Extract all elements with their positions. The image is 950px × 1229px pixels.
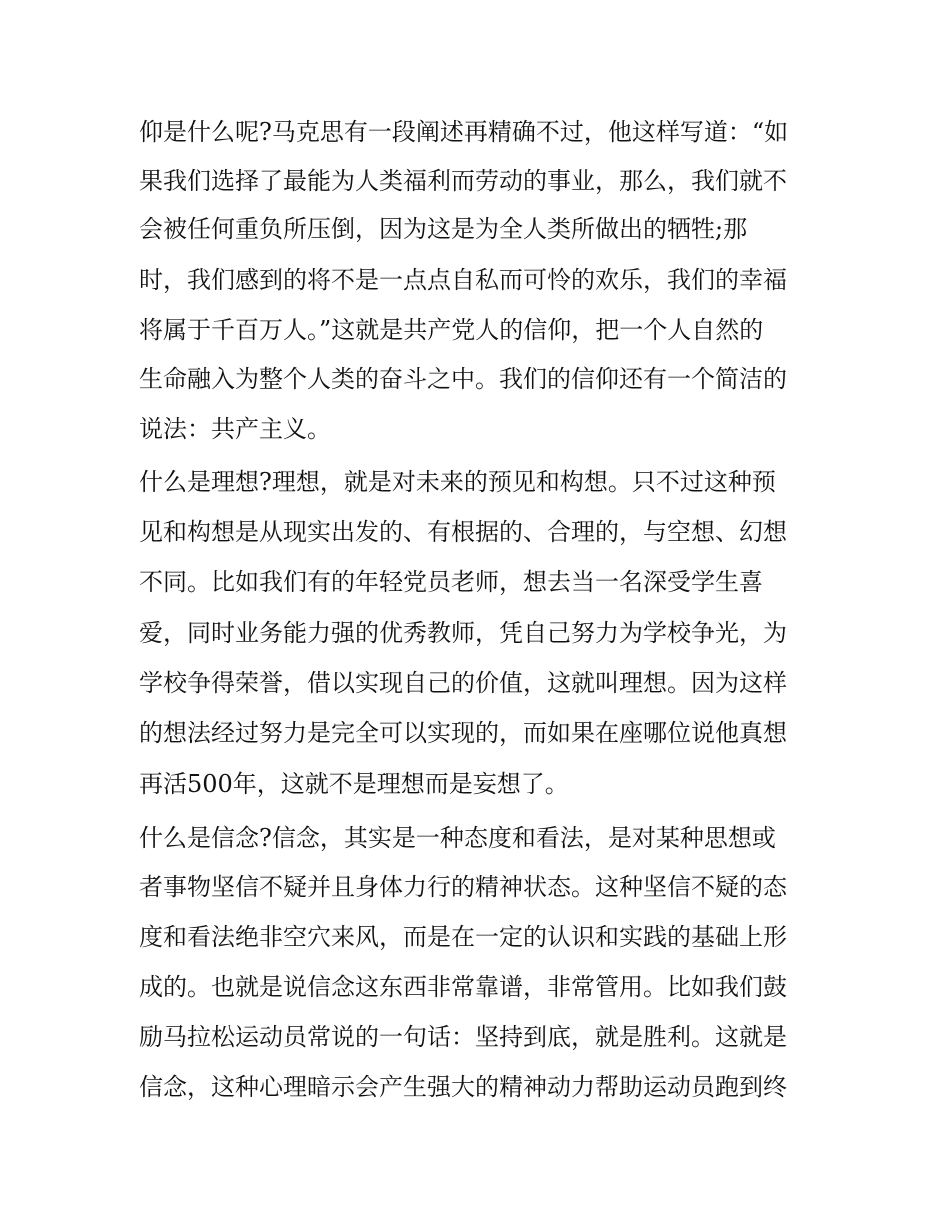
- text-line-10: 不同。比如我们有的年轻党员老师，想去当一名深受学生喜: [139, 568, 763, 596]
- text-line-20: 信念，这种心理暗示会产生强大的精神动力帮助运动员跑到终: [139, 1073, 787, 1101]
- text-line-3: 会被任何重负所压倒，因为这是为全人类所做出的牺牲;那: [139, 215, 748, 243]
- text-line-7: 说法：共产主义。: [139, 415, 331, 443]
- text-line-8: 什么是理想?理想，就是对未来的预见和构想。只不过这种预: [139, 468, 776, 496]
- text-line-6: 生命融入为整个人类的奋斗之中。我们的信仰还有一个简洁的: [139, 365, 787, 393]
- text-line-2: 果我们选择了最能为人类福利而劳动的事业，那么，我们就不: [139, 167, 787, 195]
- text-line-15: 什么是信念?信念，其实是一种态度和看法，是对某种思想或: [139, 824, 776, 852]
- text-line-9: 见和构想是从现实出发的、有根据的、合理的，与空想、幻想: [139, 518, 787, 546]
- text-line-17: 度和看法绝非空穴来风，而是在一定的认识和实践的基础上形: [139, 923, 787, 951]
- text-line-12: 学校争得荣誉，借以实现自己的价值，这就叫理想。因为这样: [139, 669, 787, 697]
- text-line-4: 时，我们感到的将不是一点点自私而可怜的欢乐，我们的幸福: [139, 266, 787, 294]
- text-line-19: 励马拉松运动员常说的一句话：坚持到底，就是胜利。这就是: [139, 1023, 787, 1051]
- text-line-5: 将属于千百万人。”这就是共产党人的信仰，把一个人自然的: [139, 316, 764, 344]
- text-line-11: 爱，同时业务能力强的优秀教师，凭自己努力为学校争光，为: [139, 619, 787, 647]
- text-line-1: 仰是什么呢?马克思有一段阐述再精确不过，他这样写道：“如: [139, 118, 789, 146]
- text-line-16: 者事物坚信不疑并且身体力行的精神状态。这种坚信不疑的态: [139, 873, 787, 901]
- text-line-13: 的想法经过努力是完全可以实现的，而如果在座哪位说他真想: [139, 719, 787, 747]
- text-line-18: 成的。也就是说信念这东西非常靠谱，非常管用。比如我们鼓: [139, 973, 787, 1001]
- text-line-14: 再活500年，这就不是理想而是妄想了。: [139, 770, 569, 798]
